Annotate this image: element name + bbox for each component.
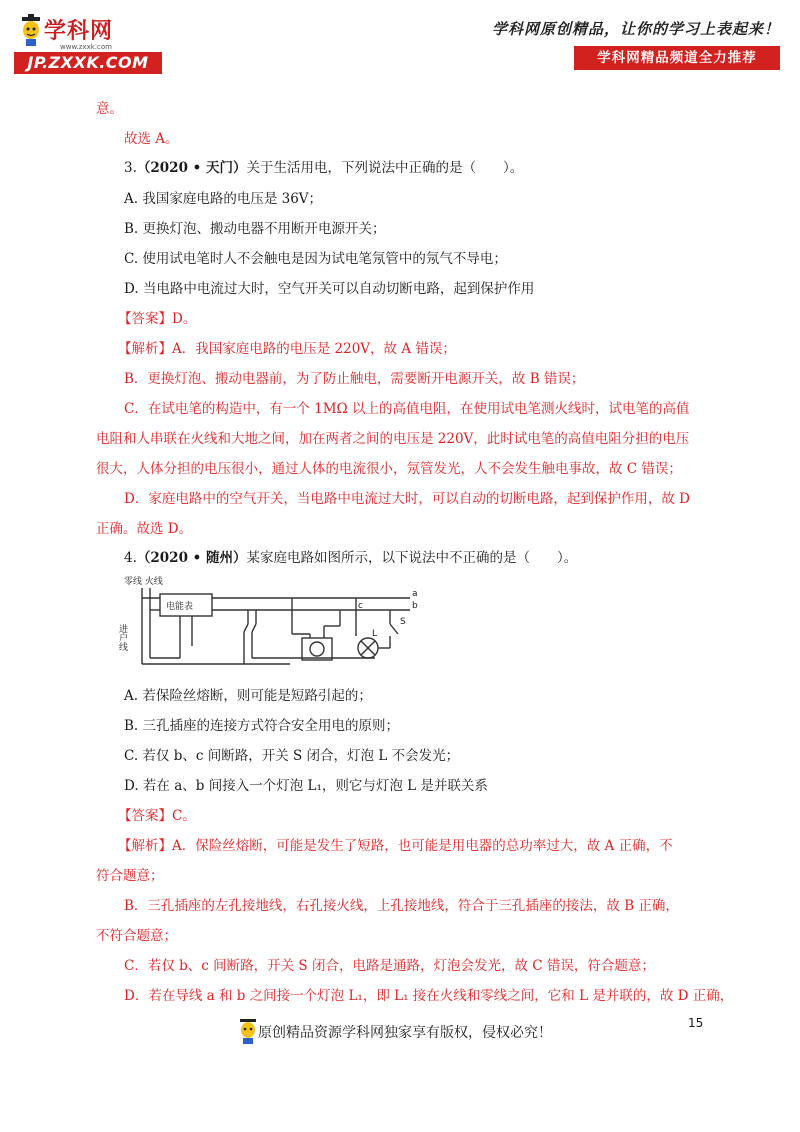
explanation-line: D．家庭电路中的空气开关，当电路中电流过大时，可以自动的切断电路，起到保护作用，故 D xyxy=(124,491,690,507)
label-b: b xyxy=(412,601,418,611)
explanation-line: 符合题意； xyxy=(96,868,164,884)
question-source: （2020 • 天门） xyxy=(136,160,247,176)
page-number: 15 xyxy=(688,1016,704,1030)
option-d: D. 当电路中电流过大时，空气开关可以自动切断电路，起到保护作用 xyxy=(124,281,535,297)
option-d: D. 若在 a、b 间接入一个灯泡 L₁，则它与灯泡 L 是并联关系 xyxy=(124,778,488,794)
logo-subtext: www.zxxk.com xyxy=(60,43,112,51)
circuit-diagram xyxy=(117,574,420,674)
question-source: （2020 • 随州） xyxy=(136,550,247,566)
explanation-line: 【解析】A．保险丝熔断，可能是发生了短路，也可能是用电器的总功率过大，故 A 正确，不 xyxy=(118,838,673,854)
explanation-line: 【解析】A．我国家庭电路的电压是 220V，故 A 错误； xyxy=(118,341,456,357)
meter-label: 电能表 xyxy=(166,602,194,612)
explanation-line: 很大，人体分担的电压很小，通过人体的电流很小，氖管发光，人不会发生触电事故，故 C 错误； xyxy=(96,461,682,477)
logo-text: 学科网 xyxy=(44,19,114,44)
option-c: C. 使用试电笔时人不会触电是因为试电笔氖管中的氖气不导电； xyxy=(124,251,507,267)
explanation-tag: 【解析】 xyxy=(118,838,172,854)
question-text: 某家庭电路如图所示，以下说法中不正确的是（ ）。 xyxy=(246,550,578,566)
option-b: B. 三孔插座的连接方式符合安全用电的原则； xyxy=(124,718,400,734)
label-s: S xyxy=(400,617,406,627)
question-number: 4. xyxy=(124,550,137,566)
option-a: A. 我国家庭电路的电压是 36V； xyxy=(124,191,323,207)
explanation-line: D．若在导线 a 和 b 之间接一个灯泡 L₁，即 L₁ 接在火线和零线之间，它和 L 是并联的，故 D 正确， xyxy=(124,988,734,1004)
mascot-icon xyxy=(236,1016,260,1046)
header-slogan: 学科网原创精品，让你的学习上表起来！ xyxy=(491,20,780,38)
option-b: B. 更换灯泡、搬动电器不用断开电源开关； xyxy=(124,221,386,237)
explanation-line: C．若仅 b、c 间断路，开关 S 闭合，电路是通路，灯泡会发光，故 C 错误，符合题意； xyxy=(124,958,655,974)
explanation-line: C．在试电笔的构造中，有一个 1MΩ 以上的高值电阻，在使用试电笔测火线时，试电笔的高值 xyxy=(124,401,690,417)
explanation-line: B．三孔插座的左孔接地线，右孔接火线，上孔接地线，符合于三孔插座的接法，故 B 正确， xyxy=(124,898,679,914)
answer-value: C。 xyxy=(172,808,196,824)
neutral-fire-label: 零线 火线 xyxy=(124,577,163,587)
label-c: c xyxy=(358,601,363,611)
inlet-label: 进户线 xyxy=(117,624,127,651)
question-text: 关于生活用电，下列说法中正确的是（ ）。 xyxy=(246,160,524,176)
answer-value: D。 xyxy=(172,311,197,327)
site-logo[interactable] xyxy=(14,14,162,76)
text-line: 意。 xyxy=(96,101,123,117)
answer xyxy=(118,309,196,329)
label-a: a xyxy=(412,589,418,599)
channel-banner[interactable]: 学科网精品频道全力推荐 xyxy=(574,46,780,70)
text-line: 故选 A。 xyxy=(124,131,179,147)
copyright-notice: 原创精品资源学科网独家享有版权，侵权必究！ xyxy=(258,1025,552,1041)
answer-tag: 【答案】 xyxy=(118,311,172,327)
answer-tag: 【答案】 xyxy=(118,808,172,824)
question-4-stem xyxy=(124,548,577,568)
logo-url: JP.ZXXK.COM xyxy=(14,52,162,74)
mascot-icon xyxy=(18,14,44,48)
label-l: L xyxy=(372,629,378,639)
question-number: 3. xyxy=(124,160,137,176)
explanation-line: 电阻和人串联在火线和大地之间，加在两者之间的电压是 220V，此时试电笔的高值电阻分担的电压 xyxy=(96,431,690,447)
explanation-line: 正确。故选 D。 xyxy=(96,521,193,537)
explanation-line: B．更换灯泡、搬动电器前，为了防止触电，需要断开电源开关，故 B 错误； xyxy=(124,371,585,387)
option-c: C. 若仅 b、c 间断路，开关 S 闭合，灯泡 L 不会发光； xyxy=(124,748,460,764)
option-a: A. 若保险丝熔断，则可能是短路引起的； xyxy=(124,688,372,704)
explanation-line: 不符合题意； xyxy=(96,928,177,944)
answer xyxy=(118,806,196,826)
question-3-stem xyxy=(124,158,523,178)
explanation-tag: 【解析】 xyxy=(118,341,172,357)
